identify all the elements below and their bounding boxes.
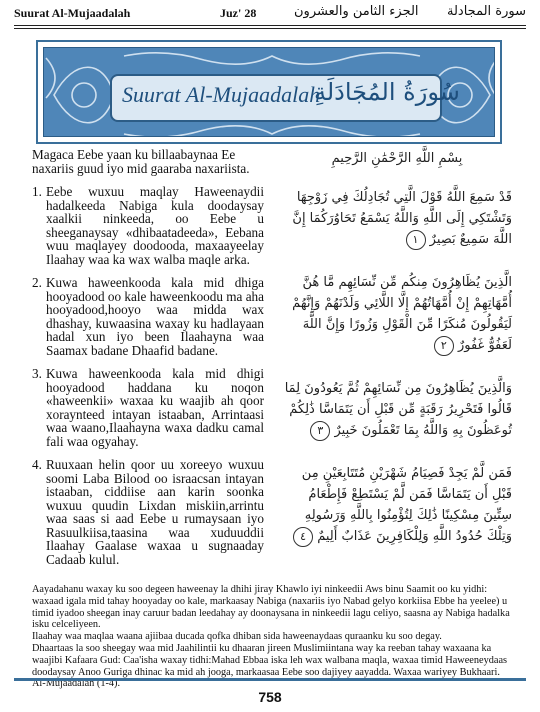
- arabic-verse-4: [282, 463, 512, 547]
- translation-column: [32, 148, 264, 576]
- banner-latin-title: Suurat Al-Mujaadalah: [122, 82, 321, 107]
- arabic-verse-2: [282, 272, 512, 356]
- verse-text: Kuwa haweenkooda kala mid dhigi hooyadood haddana ku noqon «haweenkii» waxaa ku waajib ah qoor xoraynteed intayan istaaban, Arrintaasi waa waano,Ilaahayna waxa dadku camal fali waa ogyahay.: [46, 366, 264, 449]
- basmala: بِسْمِ اللَّهِ الرَّحْمَٰنِ الرَّحِيمِ: [331, 151, 463, 166]
- verse-1: [32, 185, 264, 266]
- intro-text: Magaca Eebe yaan ku billaabaynaa Ee naxariis guud iyo mid gaaraba naxariista.: [32, 147, 250, 176]
- header-arabic-surah: سورة المجادلة: [447, 4, 526, 19]
- verse-number: 1.: [32, 184, 42, 199]
- arabic-verse-text: فَمَن لَّمْ يَجِدْ فَصِيَامُ شَهْرَيْنِ مُتَتَابِعَيْنِ مِن قَبْلِ أَن يَتَمَاسَّا فَمَن لَّمْ يَسْتَطِعْ فَإِطْعَامُ سِتِّينَ مِسْكِينًا ذَٰلِكَ لِتُؤْمِنُوا بِاللَّهِ وَرَسُولِهِ وَتِلْكَ حُدُودُ اللَّهِ وَلِلْكَافِرِينَ عَذَابٌ أَلِيمٌ: [301, 466, 512, 544]
- page-number: 758: [258, 689, 282, 705]
- arabic-verse-text: وَالَّذِينَ يُظَاهِرُونَ مِن نِّسَائِهِمْ ثُمَّ يَعُودُونَ لِمَا قَالُوا فَتَحْرِيرُ رَقَبَةٍ مِّن قَبْلِ أَن يَتَمَاسَّا ذَٰلِكُمْ تُوعَظُونَ بِهِ وَاللَّهُ بِمَا تَعْمَلُونَ خَبِيرٌ: [284, 381, 512, 438]
- arabic-verse-3: [282, 378, 512, 441]
- footnote: Aayadahanu waxay ku soo degeen haweenay la dhihi jiray Khawlo iyi ninkeedii Aws binu Saamit oo ku yidhi: waxaad igala mid tahay hooyaday oo kale, markaasay Nabiga (naxariis iyo Nabad gelyo korkiisa Ebbe ha yeelee) u timid iyadoo sheegan inay caruur badan leedahay ay doonaysana in ninkeedii lagu celiyo, saasna ay Nabiga hadalka isku celceliyeen.: [32, 584, 510, 631]
- footnote: Ilaahay waa maqlaa waana ajiibaa ducada qofka dhiban sida haweenaydaas quraanku ku soo degay.: [32, 631, 442, 643]
- verse-text: Ruuxaan helin qoor uu xoreeyo wuxuu soomi Laba Bilood oo israacsan intayan istaaban, ciddiise aan karin soonka wuxuu quudin Lixdan miskiin,arrintu waa saas si aad Eebe u rumaysaan iyo Rasuulkiisa,taasina waa xuduuddii Ilaahay Gaalase waxaa u sugnaaday Cadaab kulul.: [46, 457, 264, 567]
- verse-text: Kuwa haweenkooda kala mid dhiga hooyadood oo kale haweenkoodu ma aha hooyadood,hooyo waa midda wax dhashay, kuwaasina waxay ku hadlayaan hadal xun iyo been Ilaahayna waa Saamax badane Dhaafid badane.: [46, 275, 264, 358]
- verse-4: [32, 458, 264, 566]
- footnote: Dhaartaas la soo sheegay waa mid Jaahilintii ku dhaaran jireen Muslimiintana way ka reeban tahay waxaana ka waajibi Kafaara Gud: Caa'isha waxay tidhi:Mahad Ebbaa iska leh wax walbana maqla, waxaa timid Haweeneydaas doodaysay Anoo Guriga dhinac ka mid ah jooga, markaasaa Eebe soo dajiyey aayadda. Waxaa wariyey Bukhaari. Al-Mujaadalah (1-4).: [32, 642, 508, 690]
- running-header: [14, 6, 526, 24]
- ayah-number-marker: ٢: [434, 336, 454, 356]
- verse-2: [32, 276, 264, 357]
- verse-3: [32, 367, 264, 448]
- verse-number: 3.: [32, 366, 42, 381]
- header-surah-title: Suurat Al-Mujaadalah: [14, 6, 131, 20]
- verse-number: 2.: [32, 275, 42, 290]
- surah-banner: [36, 40, 502, 144]
- banner-arabic-title: سُورَةُ المُجَادَلَةِ: [314, 78, 460, 106]
- arabic-verse-text: الَّذِينَ يُظَاهِرُونَ مِنكُم مِّن نِّسَائِهِم مَّا هُنَّ أُمَّهَاتِهِمْ إِنْ أُمَّهَاتُهُمْ إِلَّا اللَّائِي وَلَدْنَهُمْ وَإِنَّهُمْ لَيَقُولُونَ مُنكَرًا مِّنَ الْقَوْلِ وَزُورًا وَإِنَّ اللَّهَ لَعَفُوٌّ غَفُورٌ: [292, 275, 512, 353]
- header-arabic-juz: الجزء الثامن والعشرون: [294, 4, 419, 19]
- verse-text: Eebe wuxuu maqlay Haweenaydii hadalkeeda Nabiga kula doodaysay xaalkii ninkeeda, oo Eebe u sheeganaysay «dhibaatadeeda», Eebana wuu maqlayey doodooda, maxaayeelay Ilaahay waa ka wax walba maqle arka.: [46, 184, 264, 267]
- ayah-number-marker: ١: [406, 230, 426, 250]
- ayah-number-marker: ٣: [310, 421, 330, 441]
- header-rule-2: [14, 28, 526, 29]
- ayah-number-marker: ٤: [293, 527, 313, 547]
- header-rule: [14, 25, 526, 26]
- footer-rule: [14, 678, 526, 681]
- header-juz: Juz' 28: [220, 6, 257, 20]
- arabic-column: [282, 148, 512, 569]
- arabic-verse-1: [282, 187, 512, 250]
- arabic-verse-text: قَدْ سَمِعَ اللَّهُ قَوْلَ الَّتِي تُجَادِلُكَ فِي زَوْجِهَا وَتَشْتَكِي إِلَى اللَّهِ وَاللَّهُ يَسْمَعُ تَحَاوُرَكُمَا إِنَّ اللَّهَ سَمِيعٌ بَصِيرٌ: [292, 190, 512, 247]
- banner-ornament: [43, 47, 495, 137]
- footnotes: [32, 584, 510, 690]
- verse-number: 4.: [32, 457, 42, 472]
